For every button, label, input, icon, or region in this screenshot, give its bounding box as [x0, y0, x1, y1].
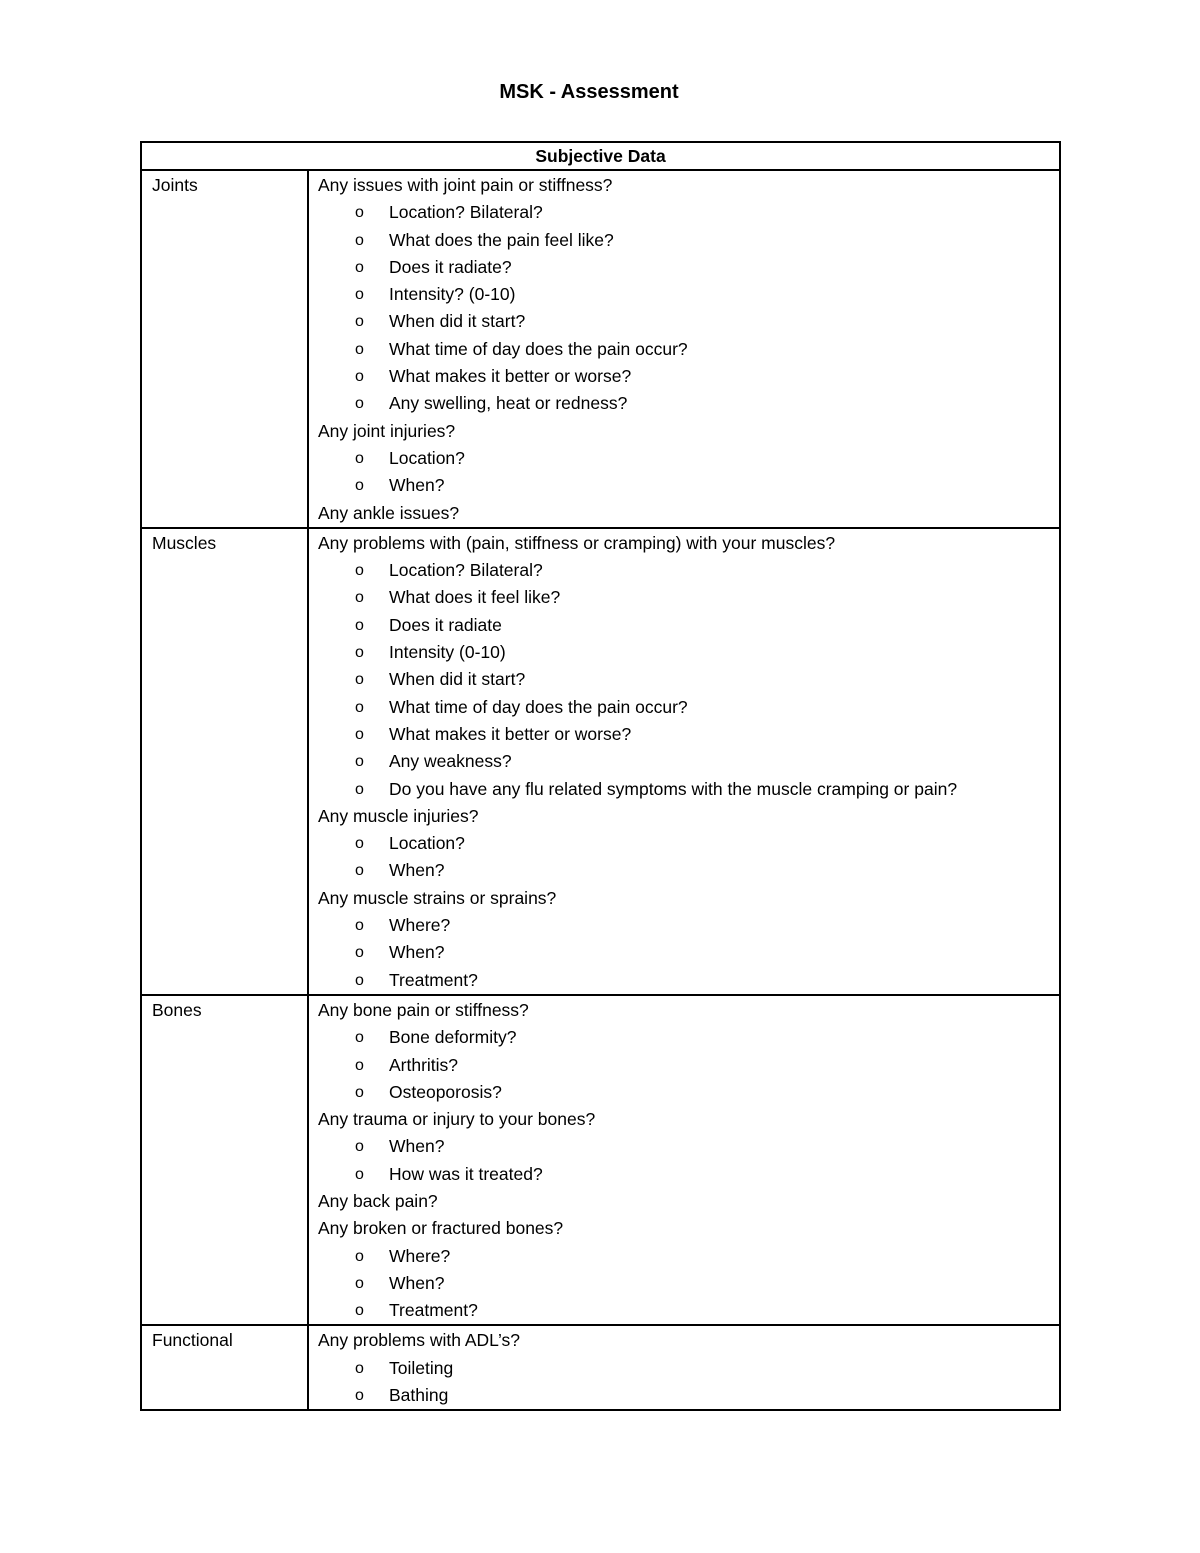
sub-question-text: What makes it better or worse?: [389, 723, 632, 744]
sub-question-text: What does it feel like?: [389, 587, 561, 608]
questions-cell: [308, 1325, 1060, 1410]
bullet-icon: o: [355, 1029, 364, 1047]
question-line: Any muscle strains or sprains?: [318, 887, 557, 908]
category-label: Joints: [152, 175, 198, 195]
question-line: Any issues with joint pain or stiffness?: [318, 175, 613, 195]
sub-question-item: [318, 254, 1059, 281]
question-line: Any joint injuries?: [318, 420, 456, 441]
sub-question-item: [318, 857, 1059, 884]
bullet-icon: o: [355, 1387, 364, 1405]
questions-cell: [308, 170, 1060, 528]
sub-question-item: [318, 390, 1059, 417]
questions-cell: [308, 995, 1060, 1326]
question-list: [309, 529, 1059, 994]
sub-question-text: Toileting: [389, 1357, 454, 1378]
sub-question-item: [318, 1243, 1059, 1270]
question-line: Any back pain?: [318, 1190, 438, 1211]
sub-question-item: [318, 1355, 1059, 1382]
sub-question-text: What time of day does the pain occur?: [389, 338, 688, 359]
sub-question-item: [318, 830, 1059, 857]
sub-question-text: Any swelling, heat or redness?: [389, 393, 628, 414]
bullet-icon: o: [355, 616, 364, 634]
question-line: Any muscle injuries?: [318, 805, 479, 826]
sub-question-text: Osteoporosis?: [389, 1081, 502, 1102]
bullet-icon: o: [355, 644, 364, 662]
sub-question-item: [318, 445, 1059, 472]
bullet-icon: o: [355, 1302, 364, 1320]
sub-question-text: How was it treated?: [389, 1163, 543, 1184]
sub-question-item: [318, 584, 1059, 611]
sub-question-item: [318, 308, 1059, 335]
sub-question-text: Bathing: [389, 1385, 449, 1406]
bullet-icon: o: [355, 753, 364, 771]
sub-question-text: Any weakness?: [389, 751, 512, 772]
sub-question-item: [318, 1052, 1059, 1079]
sub-question-text: What time of day does the pain occur?: [389, 696, 688, 717]
sub-question-text: What does the pain feel like?: [389, 229, 614, 250]
question-line: Any problems with ADL’s?: [318, 1330, 521, 1351]
sub-question-text: Location?: [389, 447, 465, 468]
bullet-icon: o: [355, 1359, 364, 1377]
question-list: [309, 996, 1059, 1325]
sub-question-item: [318, 1270, 1059, 1297]
sub-question-text: When?: [389, 1136, 445, 1157]
bullet-icon: o: [355, 1138, 364, 1156]
sub-question-text: Does it radiate?: [389, 256, 512, 277]
bullet-icon: o: [355, 917, 364, 935]
table-body: [141, 170, 1060, 1410]
question-line: Any problems with (pain, stiffness or cramping) with your muscles?: [318, 532, 836, 553]
question-list: [309, 1326, 1059, 1409]
question-line: Any bone pain or stiffness?: [318, 999, 529, 1020]
sub-question-item: [318, 967, 1059, 994]
bullet-icon: o: [355, 698, 364, 716]
sub-question-text: What makes it better or worse?: [389, 366, 632, 387]
bullet-icon: o: [355, 671, 364, 689]
sub-question-text: Location?: [389, 833, 465, 854]
bullet-icon: o: [355, 231, 364, 249]
section-row-muscles: [141, 528, 1060, 995]
section-row-functional: [141, 1325, 1060, 1410]
question-list: [309, 171, 1059, 527]
table-header-row: [141, 142, 1060, 170]
sub-question-text: When?: [389, 860, 445, 881]
sub-question-item: [318, 1382, 1059, 1409]
sub-question-text: Bone deformity?: [389, 1027, 517, 1048]
category-cell: [141, 1325, 308, 1410]
sub-question-text: Intensity? (0-10): [389, 284, 516, 305]
bullet-icon: o: [355, 589, 364, 607]
bullet-icon: o: [355, 1247, 364, 1265]
bullet-icon: o: [355, 477, 364, 495]
category-label: Bones: [152, 999, 202, 1020]
questions-cell: [308, 528, 1060, 995]
table-header: Subjective Data: [141, 142, 1060, 170]
sub-question-item: [318, 1024, 1059, 1051]
sub-question-text: Location? Bilateral?: [389, 560, 543, 581]
sub-question-text: When?: [389, 1272, 445, 1293]
sub-question-item: [318, 1079, 1059, 1106]
sub-question-item: [318, 939, 1059, 966]
sub-question-text: Treatment?: [389, 969, 478, 990]
question-line: Any trauma or injury to your bones?: [318, 1109, 596, 1130]
bullet-icon: o: [355, 1274, 364, 1292]
sub-question-item: [318, 363, 1059, 390]
bullet-icon: o: [355, 725, 364, 743]
bullet-icon: o: [355, 971, 364, 989]
sub-question-text: Intensity (0-10): [389, 642, 506, 663]
sub-question-text: When?: [389, 475, 445, 496]
bullet-icon: o: [355, 313, 364, 331]
sub-question-item: [318, 227, 1059, 254]
question-line: Any broken or fractured bones?: [318, 1218, 564, 1239]
sub-question-item: [318, 694, 1059, 721]
bullet-icon: o: [355, 204, 364, 222]
sub-question-text: Does it radiate: [389, 614, 502, 635]
sub-question-item: [318, 281, 1059, 308]
sub-question-text: Where?: [389, 1245, 451, 1266]
sub-question-text: Where?: [389, 915, 451, 936]
category-label: Muscles: [152, 532, 217, 553]
sub-question-item: [318, 639, 1059, 666]
bullet-icon: o: [355, 395, 364, 413]
sub-question-text: Do you have any flu related symptoms with the muscle cramping or pain?: [389, 778, 958, 799]
assessment-table: [140, 141, 1061, 1411]
bullet-icon: o: [355, 562, 364, 580]
sub-question-item: [318, 776, 1059, 803]
sub-question-item: [318, 199, 1059, 226]
category-label: Functional: [152, 1330, 233, 1351]
bullet-icon: o: [355, 1056, 364, 1074]
question-line: Any ankle issues?: [318, 502, 460, 523]
bullet-icon: o: [355, 862, 364, 880]
sub-question-item: [318, 1297, 1059, 1324]
bullet-icon: o: [355, 944, 364, 962]
sub-question-text: Arthritis?: [389, 1054, 459, 1075]
bullet-icon: o: [355, 258, 364, 276]
bullet-icon: o: [355, 340, 364, 358]
category-cell: [141, 170, 308, 528]
sub-question-item: [318, 612, 1059, 639]
bullet-icon: o: [355, 368, 364, 386]
bullet-icon: o: [355, 1165, 364, 1183]
page-title: MSK - Assessment: [499, 81, 679, 103]
section-row-joints: [141, 170, 1060, 528]
sub-question-text: Location? Bilateral?: [389, 202, 543, 223]
sub-question-item: [318, 336, 1059, 363]
bullet-icon: o: [355, 780, 364, 798]
sub-question-item: [318, 557, 1059, 584]
category-cell: [141, 528, 308, 995]
sub-question-item: [318, 912, 1059, 939]
bullet-icon: o: [355, 835, 364, 853]
sub-question-text: When did it start?: [389, 311, 526, 332]
sub-question-text: Treatment?: [389, 1300, 478, 1321]
sub-question-item: [318, 472, 1059, 499]
sub-question-item: [318, 1133, 1059, 1160]
bullet-icon: o: [355, 1083, 364, 1101]
sub-question-item: [318, 666, 1059, 693]
sub-question-item: [318, 721, 1059, 748]
category-cell: [141, 995, 308, 1326]
sub-question-item: [318, 1161, 1059, 1188]
section-row-bones: [141, 995, 1060, 1326]
bullet-icon: o: [355, 286, 364, 304]
sub-question-item: [318, 748, 1059, 775]
sub-question-text: When did it start?: [389, 669, 526, 690]
bullet-icon: o: [355, 449, 364, 467]
sub-question-text: When?: [389, 942, 445, 963]
